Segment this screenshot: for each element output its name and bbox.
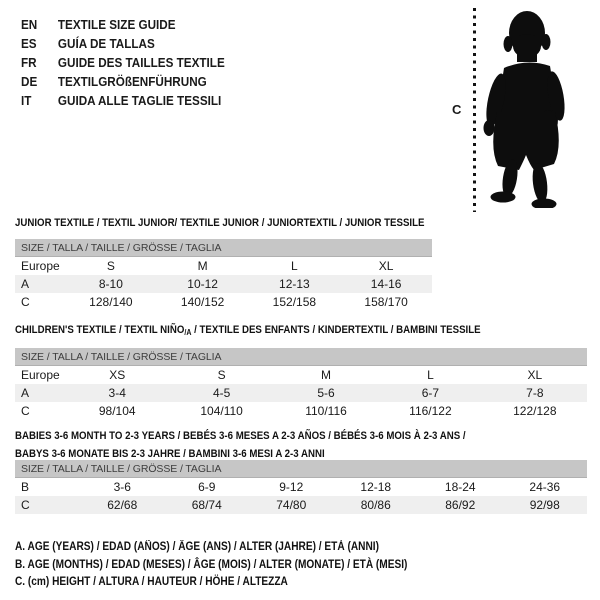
size-cell: 7-8 [526,386,544,400]
size-cell: M [197,259,208,273]
language-row [21,53,225,72]
legend-line-c: C. (cm) HEIGHT / ALTURA / HAUTEUR / HÖHE / ALTEZZA [15,576,288,588]
row-label: C [21,295,30,309]
size-cell: XL [527,368,543,382]
junior-table-title: JUNIOR TEXTILE / TEXTIL JUNIOR/ TEXTILE JUNIOR / JUNIORTEXTIL / JUNIOR TESSILE [15,217,425,229]
table-row [15,402,587,420]
row-label: A [21,277,30,291]
size-cell: 92/98 [529,498,560,512]
size-cell: 14-16 [370,277,402,291]
language-row [21,91,225,110]
babies-title-line: BABYS 3-6 MONATE BIS 2-3 JAHRE / BAMBINI 3-6 MESI A 2-3 ANNI [15,447,325,460]
legend-line-a: A. AGE (YEARS) / EDAD (AÑOS) / ÂGE (ANS) / ALTER (JAHRE) / ETÀ (ANNI) [15,541,379,553]
measure-legend [15,539,407,592]
junior-size-table [15,239,432,311]
guide-title: TEXTILE SIZE GUIDE [57,17,176,32]
children-title-subscript: /A [184,328,192,337]
size-cell: 80/86 [360,498,391,512]
language-row [21,34,225,53]
guide-title: GUIDE DES TAILLES TEXTILE [57,55,225,70]
table-row [15,496,587,514]
legend-line-b: B. AGE (MONTHS) / EDAD (MESES) / ÂGE (MOIS) / ALTER (MONATE) / ETÀ (MESI) [15,558,408,571]
row-label: A [21,386,30,400]
size-cell: 12-13 [279,277,310,291]
size-cell: 98/104 [98,404,136,418]
language-code: ES [21,36,37,51]
children-title-part: CHILDREN'S TEXTILE / TEXTIL NIÑO [15,324,185,336]
children-title-part: / TEXTILE DES ENFANTS / KINDERTEXTIL / BAMBINI TESSILE [191,324,481,336]
babies-table-title [15,428,466,463]
children-table-title [15,322,481,342]
row-label: Europe [21,259,60,273]
language-code: IT [21,93,32,108]
language-row [21,72,225,91]
size-cell: 128/140 [89,295,133,309]
table-row [15,366,587,384]
guide-title: GUÍA DE TALLAS [57,36,155,51]
table-row [15,293,432,311]
size-cell: 116/122 [409,404,452,418]
size-cell: 158/170 [364,295,408,309]
size-cell: 3-6 [113,480,131,494]
language-title-list [21,15,225,110]
height-label: C [452,102,462,117]
size-cell: 8-10 [98,277,123,291]
guide-title: GUIDA ALLE TAGLIE TESSILI [57,93,222,108]
size-cell: 152/158 [272,295,317,309]
size-cell: 24-36 [529,480,561,494]
row-label: B [21,480,30,494]
table-row [15,478,587,496]
language-code: EN [21,17,38,32]
size-cell: 5-6 [317,386,335,400]
language-code: FR [21,55,37,70]
size-header-bar: SIZE / TALLA / TAILLE / GRÖSSE / TAGLIA [15,460,587,478]
size-cell: 86/92 [445,498,476,512]
babies-size-table [15,460,587,514]
table-row [15,257,432,275]
size-cell: 68/74 [191,498,222,512]
size-cell: M [321,368,332,382]
size-cell: 12-18 [360,480,392,494]
row-label: Europe [21,368,60,382]
row-label: C [21,404,30,418]
size-cell: 110/116 [305,404,347,418]
size-cell: S [106,259,115,273]
size-cell: 62/68 [107,498,138,512]
size-header-bar: SIZE / TALLA / TAILLE / GRÖSSE / TAGLIA [15,348,587,366]
toddler-silhouette-image [478,8,573,208]
size-header-bar: SIZE / TALLA / TAILLE / GRÖSSE / TAGLIA [15,239,432,257]
table-row [15,384,587,402]
guide-title: TEXTILGRÖßENFÜHRUNG [57,74,207,89]
size-cell: XL [378,259,394,273]
size-cell: XS [109,368,126,382]
size-cell: 104/110 [200,404,243,418]
size-cell: 18-24 [444,480,476,494]
table-row [15,275,432,293]
children-size-table [15,348,587,420]
size-cell: 74/80 [276,498,307,512]
size-cell: 3-4 [108,386,126,400]
size-cell: L [291,259,298,273]
size-cell: L [427,368,434,382]
size-cell: S [217,368,226,382]
size-cell: 6-7 [421,386,440,400]
babies-title-line: BABIES 3-6 MONTH TO 2-3 YEARS / BEBÉS 3-6 MESES A 2-3 AÑOS / BÉBÉS 3-6 MOIS À 2-3 ANS / [15,430,466,442]
size-cell: 122/128 [513,404,557,418]
height-measure-dotted-line [473,8,476,212]
language-row [21,15,225,34]
size-cell: 9-12 [279,480,304,494]
size-cell: 4-5 [212,386,231,400]
size-cell: 10-12 [187,277,218,291]
row-label: C [21,498,30,512]
size-cell: 140/152 [180,295,225,309]
size-cell: 6-9 [198,480,216,494]
language-code: DE [21,74,38,89]
